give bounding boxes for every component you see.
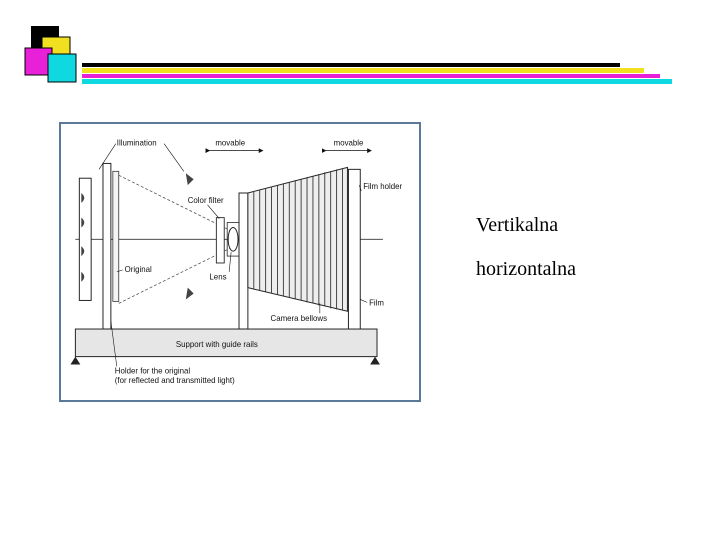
color-filter xyxy=(216,218,224,263)
film-holder xyxy=(348,169,360,331)
camera-bellows xyxy=(248,167,348,311)
stripe-cyan xyxy=(82,79,672,84)
decorative-stripes xyxy=(0,0,720,100)
leader-film xyxy=(360,299,367,302)
rail-foot-left xyxy=(70,357,80,365)
label-color-filter: Color filter xyxy=(187,195,224,205)
label-holder-line2: (for reflected and transmitted light) xyxy=(114,376,235,386)
rail-foot-right xyxy=(370,357,380,365)
leader-color-filter xyxy=(207,205,219,219)
stripe-yellow xyxy=(82,68,644,73)
label-camera-bellows: Camera bellows xyxy=(270,314,328,324)
reflector-lamp-bottom xyxy=(186,288,194,300)
text-vertikalna: Vertikalna xyxy=(476,214,559,236)
label-film-holder: Film holder xyxy=(363,182,403,192)
label-movable-right: movable xyxy=(333,138,364,148)
reflector-lamp-top xyxy=(186,173,194,185)
original-holder xyxy=(103,163,111,329)
label-lens: Lens xyxy=(209,272,227,282)
diagram-svg xyxy=(61,124,419,400)
label-holder-line1: Holder for the original xyxy=(114,366,191,376)
original-plate xyxy=(113,171,119,301)
label-illumination: Illumination xyxy=(116,138,157,148)
leader-illumination-2 xyxy=(164,144,184,172)
label-support: Support with guide rails xyxy=(175,339,258,349)
leader-lens xyxy=(229,252,231,272)
stripe-black xyxy=(82,63,620,67)
reproduction-camera-diagram xyxy=(59,122,421,402)
stripe-magenta xyxy=(82,74,660,78)
label-original: Original xyxy=(124,264,152,274)
label-movable-left: movable xyxy=(215,138,246,148)
illumination-panel xyxy=(79,178,91,300)
lens xyxy=(228,228,238,252)
lens-standard xyxy=(239,193,248,329)
label-film: Film xyxy=(369,298,385,308)
text-horizontalna: horizontalna xyxy=(476,258,576,280)
